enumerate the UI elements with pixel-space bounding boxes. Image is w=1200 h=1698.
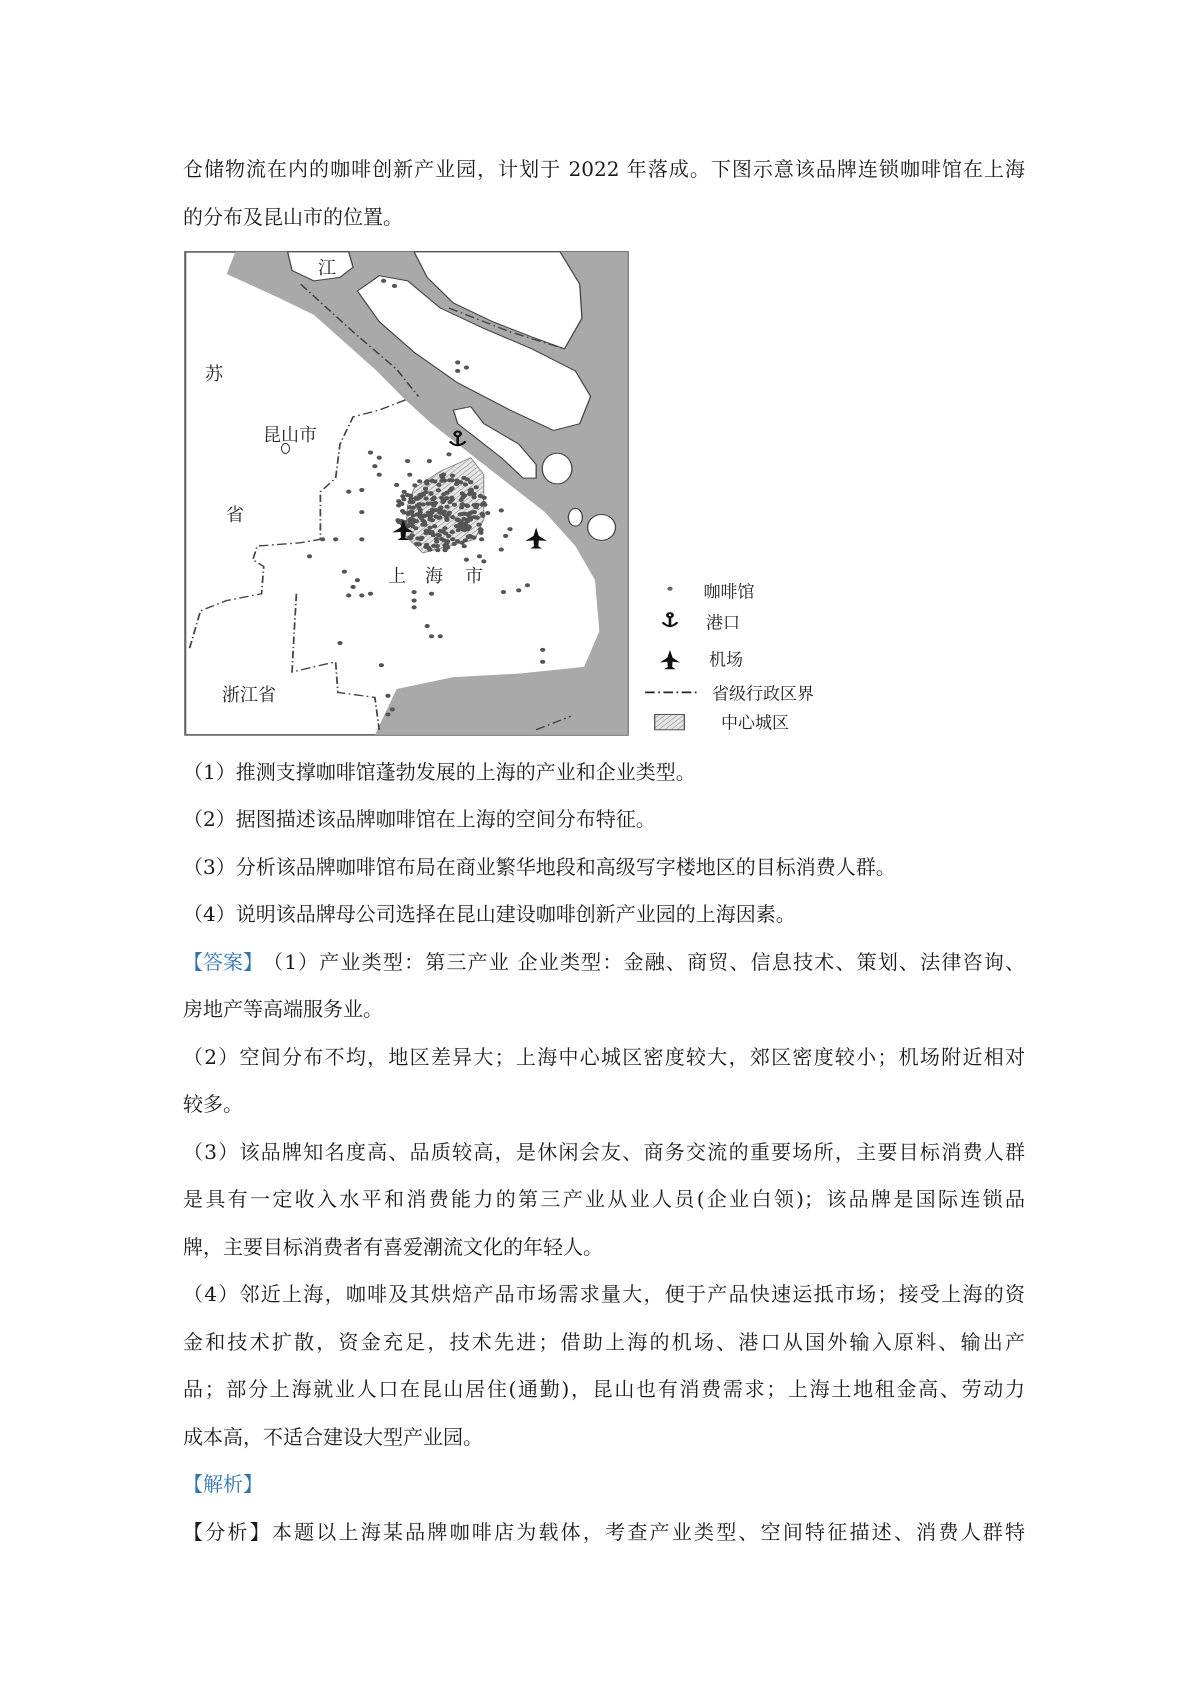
coffee-shop-dot: [407, 505, 412, 509]
coffee-shop-dot: [430, 508, 435, 512]
coffee-shop-dot: [411, 599, 416, 603]
answer-line: （4）邻近上海，咖啡及其烘焙产品市场需求量大，便于产品快速运抵市场；接受上海的资: [183, 1282, 1025, 1306]
coffee-shop-dot: [449, 496, 454, 500]
coffee-shop-dot: [441, 492, 446, 496]
coffee-shop-dot: [450, 537, 455, 541]
coffee-shop-dot: [499, 547, 504, 551]
answer-line: 是具有一定收入水平和消费能力的第三产业从业人员(企业白领)；该品牌是国际连锁品: [183, 1187, 1025, 1211]
coffee-shop-dot: [501, 590, 506, 594]
analysis-line: 【分析】本题以上海某品牌咖啡店为载体，考查产业类型、空间特征描述、消费人群特: [183, 1520, 1025, 1544]
coffee-shop-dot: [442, 543, 447, 547]
label-zhejiang: 浙江省: [222, 685, 276, 706]
coffee-shop-dot: [485, 511, 490, 515]
analysis-label: 【解析】: [183, 1472, 263, 1496]
coffee-shop-dot: [425, 624, 430, 628]
coffee-shop-distribution-map: [170, 240, 850, 740]
coffee-shop-dot: [396, 499, 401, 503]
coffee-shop-dot: [368, 592, 373, 596]
coffee-shop-dot: [372, 464, 377, 468]
coffee-shop-dot: [445, 539, 450, 543]
coffee-shop-dot: [417, 502, 422, 506]
kunshan-location-icon: [281, 443, 290, 454]
coffee-shop-dot: [450, 474, 455, 478]
coffee-shop-dot: [377, 473, 382, 477]
coffee-shop-dot: [346, 490, 351, 494]
coffee-shop-dot: [474, 515, 479, 519]
coffee-shop-dot: [461, 476, 466, 480]
answer-line: （3）该品牌知名度高、品质较高，是休闲会友、商务交流的重要场所，主要目标消费人群: [183, 1140, 1025, 1164]
coffee-shop-dot: [427, 526, 432, 530]
coffee-shop-dot: [450, 515, 455, 519]
coffee-shop-dot: [423, 487, 428, 491]
coffee-shop-dot: [442, 526, 447, 530]
coffee-shop-dot: [359, 593, 364, 597]
coffee-shop-dot: [441, 499, 446, 503]
legend-label-port: 港口: [706, 613, 740, 634]
coffee-shop-dot: [368, 451, 373, 455]
coffee-shop-dot: [444, 505, 449, 509]
coffee-shop-dot: [428, 501, 433, 505]
coffee-shop-dot: [471, 492, 476, 496]
answer-line: 较多。: [183, 1092, 243, 1116]
coffee-shop-dot: [359, 537, 364, 541]
coffee-shop-dot: [407, 473, 412, 477]
coffee-shop-dot: [462, 544, 467, 548]
coffee-shop-dot: [436, 488, 441, 492]
coffee-shop-dot: [423, 496, 428, 500]
coffee-shop-dot: [307, 554, 312, 558]
legend-hatch-box-icon: [655, 714, 685, 729]
coffee-shop-dot: [431, 496, 436, 500]
coffee-shop-dot: [418, 537, 423, 541]
legend-airplane-icon: [660, 650, 680, 669]
coffee-shop-dot: [455, 517, 460, 521]
coffee-shop-dot: [467, 525, 472, 529]
coffee-shop-dot: [540, 660, 545, 664]
legend-dot-icon: [667, 587, 672, 591]
answer-text: （1）产业类型：第三产业 企业类型：金融、商贸、信息技术、策划、法律咨询、: [263, 950, 1025, 974]
answer-line: 金和技术扩散，资金充足，技术先进；借助上海的机场、港口从国外输入原料、输出产: [183, 1330, 1025, 1354]
coffee-shop-dot: [430, 518, 435, 522]
coffee-shop-dot: [359, 510, 364, 514]
label-su: 苏: [205, 364, 223, 385]
coffee-shop-dot: [421, 492, 426, 496]
coffee-shop-dot: [478, 527, 483, 531]
label-shanghai: 海: [425, 566, 443, 587]
label-kunshan: 昆山市: [263, 425, 317, 446]
coffee-shop-dot: [411, 605, 416, 609]
coffee-shop-dot: [435, 544, 440, 548]
island: [542, 453, 572, 484]
coffee-shop-dot: [447, 511, 452, 515]
intro-line: 仓储物流在内的咖啡创新产业园，计划于 2022 年落成。下图示意该品牌连锁咖啡馆在上海: [183, 157, 1025, 181]
coffee-shop-dot: [478, 531, 483, 535]
coffee-shop-dot: [479, 537, 484, 541]
coffee-shop-dot: [379, 663, 384, 667]
coffee-shop-dot: [337, 641, 342, 645]
coffee-shop-dot: [525, 583, 530, 587]
coffee-shop-dot: [421, 519, 426, 523]
coffee-shop-dot: [423, 545, 428, 549]
coffee-shop-dot: [448, 488, 453, 492]
coffee-shop-dot: [438, 634, 443, 638]
coffee-shop-dot: [429, 634, 434, 638]
coffee-shop-dot: [412, 483, 417, 487]
coffee-shop-dot: [346, 593, 351, 597]
coffee-shop-dot: [468, 489, 473, 493]
coffee-shop-dot: [540, 648, 545, 652]
intro-line: 的分布及昆山市的位置。: [183, 205, 403, 229]
coffee-shop-dot: [405, 493, 410, 497]
coffee-shop-dot: [463, 482, 468, 486]
coffee-shop-dot: [429, 592, 434, 596]
coffee-shop-dot: [427, 548, 432, 552]
coffee-shop-dot: [480, 514, 485, 518]
coffee-shop-dot: [394, 483, 399, 487]
coffee-shop-dot: [422, 514, 427, 518]
coffee-shop-dot: [442, 548, 447, 552]
label-sheng: 省: [226, 505, 244, 526]
coffee-shop-dot: [466, 534, 471, 538]
coffee-shop-dot: [424, 480, 429, 484]
answer-line: 成本高，不适合建设大型产业园。: [183, 1425, 483, 1449]
coffee-shop-dot: [459, 512, 464, 516]
coffee-shop-dot: [418, 508, 423, 512]
coffee-shop-dot: [476, 523, 481, 527]
coffee-shop-dot: [482, 503, 487, 507]
coffee-shop-dot: [400, 509, 405, 513]
coffee-shop-dot: [455, 360, 460, 364]
coffee-shop-dot: [422, 523, 427, 527]
coffee-shop-dot: [401, 497, 406, 501]
answer-label: 【答案】: [183, 950, 263, 974]
coffee-shop-dot: [392, 284, 397, 288]
coffee-shop-dot: [462, 517, 467, 521]
coffee-shop-dot: [320, 537, 325, 541]
answer-line: 品；部分上海就业人口在昆山居住(通勤)，昆山也有消费需求；上海土地租金高、劳动力: [183, 1377, 1025, 1401]
island: [588, 514, 616, 540]
coffee-shop-dot: [385, 694, 390, 698]
question-2: （2）据图描述该品牌咖啡馆在上海的空间分布特征。: [183, 807, 656, 831]
coffee-shop-dot: [439, 537, 444, 541]
coffee-shop-dot: [460, 491, 465, 495]
coffee-shop-dot: [408, 497, 413, 501]
answer-line: （2）空间分布不均，地区差异大；上海中心城区密度较大，郊区密度较小；机场附近相对: [183, 1045, 1025, 1069]
coffee-shop-dot: [464, 503, 469, 507]
coffee-shop-dot: [381, 279, 386, 283]
label-jiang: 江: [318, 258, 336, 279]
answer-line: 房地产等高端服务业。: [183, 997, 383, 1021]
answer-line: [183, 947, 1025, 977]
coffee-shop-dot: [396, 503, 401, 507]
coffee-shop-dot: [458, 526, 463, 530]
coffee-shop-dot: [452, 503, 457, 507]
coffee-shop-dot: [413, 526, 418, 530]
legend-label-central-area: 中心城区: [721, 713, 789, 734]
coffee-shop-dot: [414, 542, 419, 546]
label-shanghai: 上: [388, 566, 406, 587]
coffee-shop-dot: [428, 491, 433, 495]
legend-anchor-icon: [663, 613, 678, 627]
coffee-shop-dot: [459, 541, 464, 545]
coffee-shop-dot: [454, 479, 459, 483]
coffee-shop-dot: [452, 542, 457, 546]
coffee-shop-dot: [410, 533, 415, 537]
coffee-shop-dot: [427, 514, 432, 518]
coffee-shop-dot: [350, 585, 355, 589]
coffee-shop-dot: [450, 530, 455, 534]
question-4: （4）说明该品牌母公司选择在昆山建设咖啡创新产业园的上海因素。: [183, 902, 796, 926]
coffee-shop-dot: [434, 515, 439, 519]
legend-label-airport: 机场: [709, 650, 743, 671]
coffee-shop-dot: [406, 511, 411, 515]
coffee-shop-dot: [426, 511, 431, 515]
coffee-shop-dot: [417, 479, 422, 483]
coffee-shop-dot: [355, 578, 360, 582]
coffee-shop-dot: [471, 510, 476, 514]
coffee-shop-dot: [359, 488, 364, 492]
coffee-shop-dot: [432, 524, 437, 528]
coffee-shop-dot: [464, 366, 469, 370]
coffee-shop-dot: [447, 478, 452, 482]
coffee-shop-dot: [405, 459, 410, 463]
coffee-shop-dot: [390, 707, 395, 711]
coffee-shop-dot: [427, 459, 432, 463]
coffee-shop-dot: [455, 369, 460, 373]
coffee-shop-dot: [447, 500, 452, 504]
question-3: （3）分析该品牌咖啡馆布局在商业繁华地段和高级写字楼地区的目标消费人群。: [183, 855, 896, 879]
coffee-shop-dot: [435, 548, 440, 552]
coffee-shop-dot: [342, 570, 347, 574]
coffee-shop-dot: [507, 527, 512, 531]
coffee-shop-dot: [435, 533, 440, 537]
coffee-shop-dot: [385, 712, 390, 716]
legend-label-boundary: 省级行政区界: [712, 684, 814, 705]
coffee-shop-dot: [475, 503, 480, 507]
coffee-shop-dot: [499, 508, 504, 512]
question-1: （1）推测支撑咖啡馆蓬勃发展的上海的产业和企业类型。: [183, 760, 696, 784]
coffee-shop-dot: [438, 506, 443, 510]
coffee-shop-dot: [474, 485, 479, 489]
legend-label-coffee: 咖啡馆: [703, 582, 755, 603]
coffee-shop-dot: [446, 452, 451, 456]
coffee-shop-dot: [478, 494, 483, 498]
coffee-shop-dot: [477, 554, 482, 558]
coffee-shop-dot: [408, 520, 413, 524]
answer-line: 牌，主要目标消费者有喜爱潮流文化的年轻人。: [183, 1235, 603, 1259]
coffee-shop-dot: [429, 530, 434, 534]
coffee-shop-dot: [460, 495, 465, 499]
coffee-shop-dot: [439, 474, 444, 478]
coffee-shop-dot: [434, 540, 439, 544]
island: [568, 508, 582, 526]
coffee-shop-dot: [402, 490, 407, 494]
coffee-shop-dot: [429, 479, 434, 483]
coffee-shop-dot: [442, 510, 447, 514]
coffee-shop-dot: [377, 456, 382, 460]
coffee-shop-dot: [503, 534, 508, 538]
coffee-shop-dot: [414, 519, 419, 523]
coffee-shop-dot: [516, 588, 521, 592]
coffee-shop-dot: [436, 483, 441, 487]
coffee-shop-dot: [411, 590, 416, 594]
label-shanghai: 市: [465, 566, 483, 587]
coffee-shop-dot: [417, 514, 422, 518]
coffee-shop-dot: [333, 537, 338, 541]
